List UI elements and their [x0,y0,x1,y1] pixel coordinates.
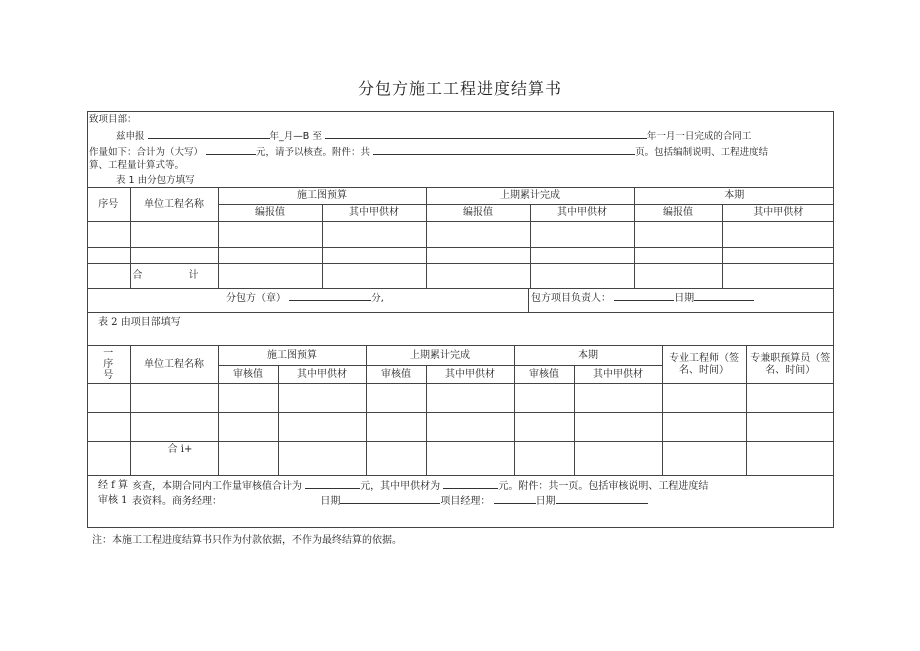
table2-cell[interactable] [574,384,662,413]
project-manager-label: 项目经理： [440,496,491,507]
budgeter-header-line2: 名、时间） [765,364,816,376]
table1-cell[interactable] [634,264,722,289]
business-manager-label: 表资料。商务经理： [132,496,222,507]
intro-total-label: 作量如下：合计为（大写） [89,147,204,158]
table2-cell[interactable] [746,442,834,476]
project-manager-field[interactable] [494,494,536,504]
table1-current-materials: 其中甲供材 [722,205,834,222]
intro-line3 [89,145,768,159]
sub-project-manager [531,291,754,305]
table-row [87,384,834,413]
table2-cell[interactable] [366,413,426,442]
table2-current-audited: 审核值 [514,366,574,384]
audit-line2 [132,494,648,508]
document-title: 分包方施工工程进度结算书 [357,79,562,98]
table1-name-header: 单位工程名称 [130,188,218,222]
project-date-field[interactable] [556,494,648,504]
table2-cell[interactable] [746,413,834,442]
table1 [87,187,834,289]
table1-cell[interactable] [218,222,322,248]
table2-cell[interactable] [662,384,746,413]
table2-current-header: 本期 [514,346,662,366]
table1-cell[interactable] [130,222,218,248]
table2-cell[interactable] [366,442,426,476]
table2-cell[interactable] [278,384,366,413]
table2-caption: 表 2 由项目部填写 [98,317,181,328]
table2 [87,345,834,476]
table1-budget-reported: 编报值 [218,205,322,222]
audit-materials-label: 元，其中甲供材为 [360,481,441,492]
table2-prev-audited: 审核值 [366,366,426,384]
table2-cell[interactable] [130,384,218,413]
seq-mark: 一 [103,348,114,359]
table2-cell[interactable] [130,413,218,442]
intro-check-label: 元，请予以核查。附件：共 [256,147,371,158]
seal-label: 分包方（章） [226,293,286,304]
total-char-a: 合 [132,270,143,281]
table1-current-header: 本期 [634,188,834,205]
audit-line1 [132,479,708,493]
intro-line2 [116,129,751,143]
table1-seq-header: 序号 [87,188,130,222]
table2-name-header: 单位工程名称 [130,346,218,384]
table1-cell[interactable] [426,264,530,289]
total-amount-field[interactable] [206,145,256,155]
table2-cell[interactable] [574,413,662,442]
table1-cell[interactable] [322,248,426,264]
table2-cell[interactable] [218,384,278,413]
table1-cell[interactable] [722,264,834,289]
responsible-date-label: 日期 [674,293,695,304]
table2-prev-materials: 其中甲供材 [426,366,514,384]
table1-prev-reported: 编报值 [426,205,530,222]
table1-cell[interactable] [87,222,130,248]
footer-note: 注：本施工工程进度结算书只作为付款依据，不作为最终结算的依据。 [92,535,402,546]
business-date-label: 日期 [320,496,341,507]
table1-cell[interactable] [130,248,218,264]
table2-cell[interactable] [218,413,278,442]
table2-seq-header [87,346,130,384]
table2-engineer-header [662,346,746,384]
table1-cell[interactable] [530,222,634,248]
table1-prev-materials: 其中甲供材 [530,205,634,222]
table1-cell[interactable] [634,222,722,248]
table1-cell[interactable] [322,222,426,248]
table2-cell[interactable] [662,413,746,442]
table2-total-label: 合 i+ [130,442,218,476]
seq-char-a: 序 [103,359,114,370]
intro-period-label: 年_月—B 至 [269,131,322,142]
table1-cell[interactable] [322,264,426,289]
intro-pages-label: 页。包括编制说明、工程进度结 [635,147,769,158]
table1-total-row [87,264,834,289]
table1-cell[interactable] [426,248,530,264]
table1-total-label [130,264,218,289]
table2-cell[interactable] [366,384,426,413]
table1-cell[interactable] [87,248,130,264]
attachment-pages-field[interactable] [373,145,635,155]
table1-cell[interactable] [87,264,130,289]
table1-current-reported: 编报值 [634,205,722,222]
seal-tail: 分, [371,293,384,304]
table1-cell[interactable] [722,222,834,248]
table2-current-materials: 其中甲供材 [574,366,662,384]
seal-field[interactable] [289,291,371,301]
engineer-header-line2: 名、时间） [679,364,729,376]
intro-apply-label: 兹申报 [116,131,145,142]
table2-cell[interactable] [87,442,130,476]
table2-cell[interactable] [87,384,130,413]
intro-completed-label: 年一月一日完成的合同工 [646,131,752,142]
table2-budgeter-header [746,346,834,384]
signature-divider [528,289,529,312]
audit-materials-field[interactable] [443,479,498,489]
table-row [87,222,834,248]
responsible-field[interactable] [614,291,674,301]
table2-cell[interactable] [662,442,746,476]
table1-cell[interactable] [426,222,530,248]
table2-budget-audited: 审核值 [218,366,278,384]
table1-cell[interactable] [530,264,634,289]
table2-total-row [87,442,834,476]
table2-cell[interactable] [87,413,130,442]
table1-cell[interactable] [530,248,634,264]
table1-budget-header: 施工图预算 [218,188,426,205]
table2-cell[interactable] [746,384,834,413]
table2-cell[interactable] [426,413,514,442]
table2-cell[interactable] [426,442,514,476]
table1-prev-header: 上期累计完成 [426,188,634,205]
table1-caption: 表 1 由分包方填写 [116,175,195,186]
table2-budget-header: 施工图预算 [218,346,366,366]
audit-total-field[interactable] [305,479,360,489]
table1-cell[interactable] [634,248,722,264]
audit-label-line1: 经 f 算 [98,480,129,491]
start-date-field[interactable] [148,129,270,139]
table2-cell[interactable] [426,384,514,413]
responsible-label: 包方项目负责人： [531,293,611,304]
business-date-field[interactable] [340,494,440,504]
end-date-field[interactable] [325,129,647,139]
table2-cell[interactable] [278,442,366,476]
table2-cell[interactable] [218,442,278,476]
project-date-label: 日期 [535,496,556,507]
table2-cell[interactable] [514,442,574,476]
engineer-header-line1: 专业工程师（签 [669,352,739,364]
intro-line4: 算、工程量计算式等。 [89,160,185,171]
audit-attachments-label: 元。附件：共一页。包括审核说明、工程进度结 [498,481,709,492]
table2-cell[interactable] [514,413,574,442]
audit-total-label: 亥查，本期合同内工作量审核值合计为 [132,481,302,492]
responsible-date-field[interactable] [694,291,754,301]
table2-cell[interactable] [278,413,366,442]
audit-label-line2: 审核 1 [98,495,128,506]
table1-budget-materials: 其中甲供材 [322,205,426,222]
table2-cell[interactable] [514,384,574,413]
table1-cell[interactable] [218,264,322,289]
table1-cell[interactable] [218,248,322,264]
table1-bottom-rule [87,312,834,313]
budgeter-header-line1: 专兼职预算员（签 [750,352,831,364]
table2-budget-materials: 其中甲供材 [278,366,366,384]
table1-cell[interactable] [722,248,834,264]
table-row [87,413,834,442]
seq-char-b: 号 [103,370,114,381]
sub-contractor-seal [226,291,384,305]
intro-addressee: 致项目部： [89,114,137,125]
table-row [87,248,834,264]
table2-prev-header: 上期累计完成 [366,346,514,366]
total-char-b: 计 [188,270,199,281]
table2-cell[interactable] [574,442,662,476]
